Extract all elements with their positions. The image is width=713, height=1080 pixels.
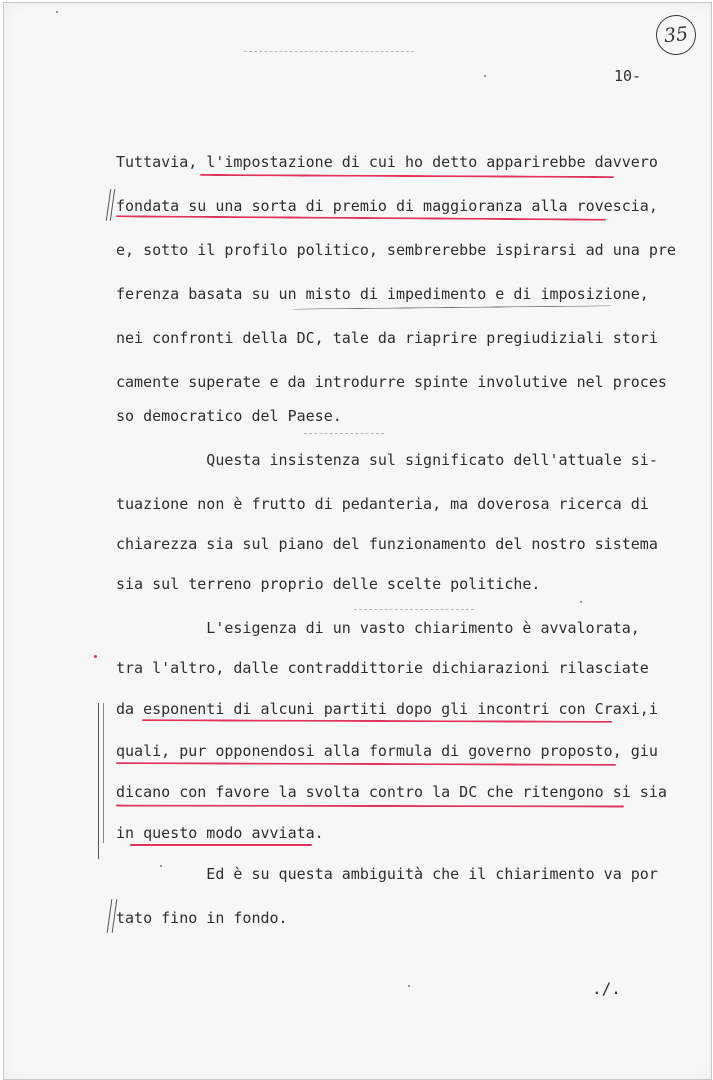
red-margin-dot: [94, 655, 97, 658]
text-line: sia sul terreno proprio delle scelte politiche.: [116, 575, 541, 593]
text-line: fondata su una sorta di premio di maggioranza alla rovescia,: [116, 197, 658, 215]
text-line: ferenza basata su un misto di impedimento e di imposizione,: [116, 285, 649, 303]
text-line: nei confronti della DC, tale da riaprire pregiudiziali stori: [116, 329, 658, 347]
paper-speck: [56, 11, 58, 13]
text-line: L'esigenza di un vasto chiarimento è avvalorata,: [116, 619, 640, 637]
highlight-underline: [116, 215, 606, 220]
text-line: quali, pur opponendosi alla formula di governo proposto, giu: [116, 742, 658, 760]
text-line: Questa insistenza sul significato dell'attuale si-: [116, 451, 658, 469]
text-line: so democratico del Paese.: [116, 407, 342, 425]
highlight-underline: [130, 844, 312, 846]
highlight-underline: [142, 719, 612, 723]
pencil-underline: [292, 305, 612, 309]
text-line: dicano con favore la svolta contro la DC che ritengono si sia: [116, 783, 667, 801]
text-line: chiarezza sia sul piano del funzionamento del nostro sistema: [116, 535, 658, 553]
margin-bracket-line: [103, 703, 104, 843]
margin-bracket-line: [98, 703, 99, 859]
text-line: da esponenti di alcuni partiti dopo gli incontri con Craxi,i: [116, 700, 658, 718]
paper-speck: [580, 601, 582, 603]
highlight-underline: [116, 762, 616, 766]
header-faint-line: [244, 51, 414, 52]
page-number: 10-: [614, 67, 642, 85]
text-line: tuazione non è frutto di pedanteria, ma doverosa ricerca di: [116, 495, 649, 513]
margin-pencil-mark: [110, 189, 115, 221]
text-line: Ed è su questa ambiguità che il chiarimento va por: [116, 865, 658, 883]
faint-line: [304, 433, 384, 434]
text-line: in questo modo avviata.: [116, 824, 324, 842]
faint-line: [354, 609, 474, 610]
text-line: e, sotto il profilo politico, sembrerebbe ispirarsi ad una pre: [116, 241, 676, 259]
paper-speck: [408, 985, 410, 987]
page-stamp-circle: [654, 13, 698, 57]
text-line: Tuttavia, l'impostazione di cui ho detto apparirebbe davvero: [116, 153, 658, 171]
text-line: tato fino in fondo.: [116, 909, 288, 927]
highlight-underline: [116, 805, 624, 808]
paper-speck: [484, 75, 486, 77]
text-line: tra l'altro, dalle contraddittorie dichiarazioni rilasciate: [116, 659, 649, 677]
highlight-underline: [200, 174, 614, 178]
document-page: [3, 2, 712, 1080]
closing-mark: ./.: [592, 979, 621, 998]
stamp-number: 35: [662, 22, 690, 48]
text-line: camente superate e da introdurre spinte involutive nel proces: [116, 373, 667, 391]
